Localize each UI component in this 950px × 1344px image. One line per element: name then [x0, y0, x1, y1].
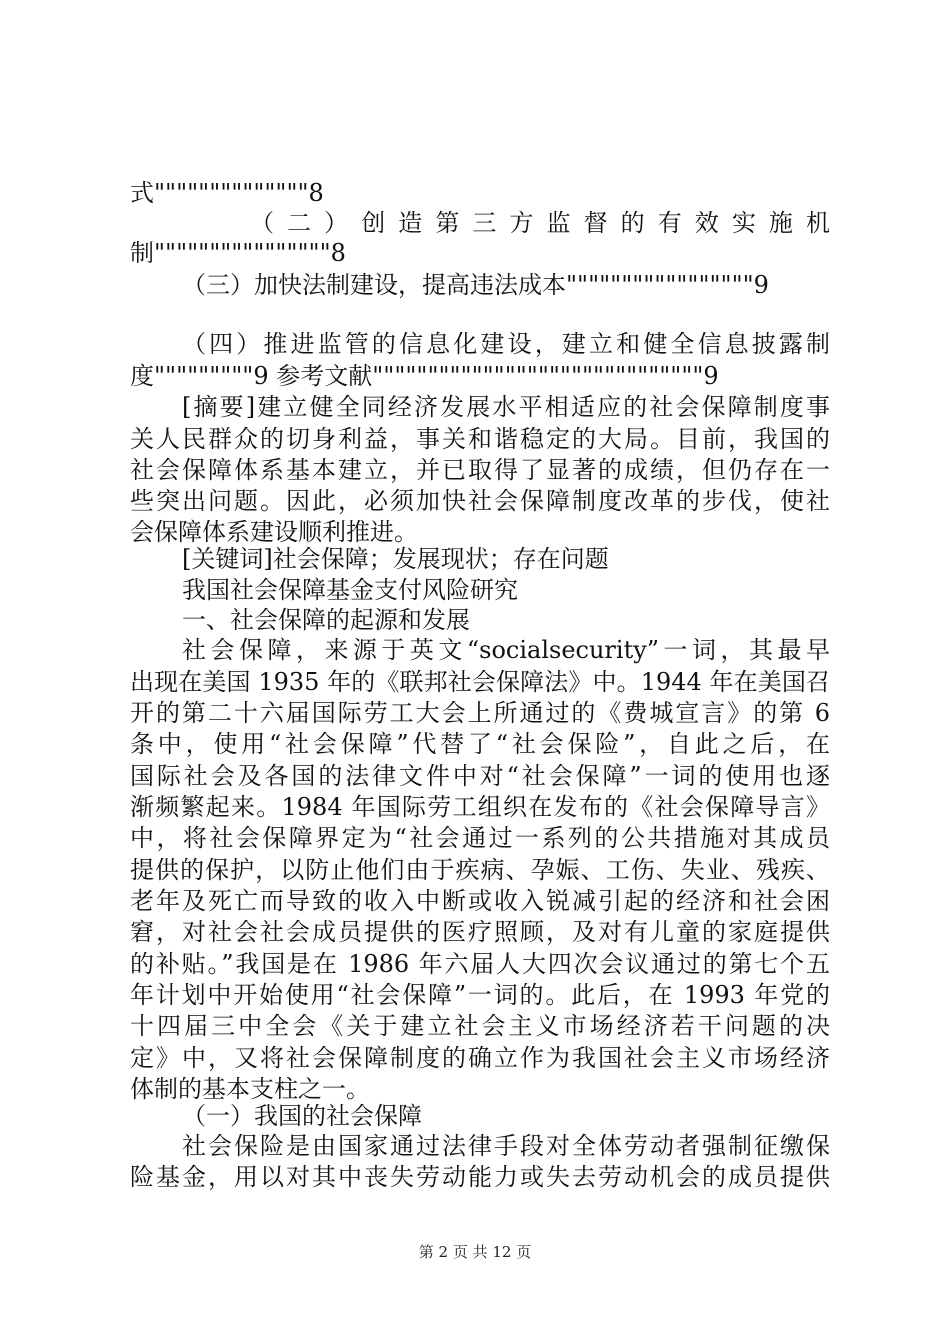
body-line-1: 社会保障，来源于英文“socialsecurity”一词，其最早 — [182, 636, 830, 664]
body-line-3: 开的第二十六届国际劳工大会上所通过的《费城宣言》的第 6 — [130, 699, 830, 727]
toc-line-5: （四）推进监管的信息化建设，建立和健全信息披露制 — [182, 330, 830, 358]
body-line-7: 中，将社会保障界定为“社会通过一系列的公共措施对其成员 — [130, 824, 830, 852]
body-line-17: 险基金，用以对其中丧失劳动能力或失去劳动机会的成员提供 — [130, 1163, 830, 1191]
toc-line-3: 制""""""""""""""""8 — [130, 239, 346, 267]
body-line-10: 窘，对社会社会成员提供的医疗照顾，及对有儿童的家庭提供 — [130, 918, 830, 946]
body-line-5: 国际社会及各国的法律文件中对“社会保障”一词的使用也逐 — [130, 762, 830, 790]
toc-line-6: 度"""""""""9 参考文献""""""""""""""""""""""""""""""9 — [130, 362, 719, 390]
body-line-16: 社会保险是由国家通过法律手段对全体劳动者强制征缴保 — [182, 1132, 830, 1160]
section-heading-1: 一、社会保障的起源和发展 — [182, 606, 470, 634]
body-line-4: 条中，使用“社会保障”代替了“社会保险”，自此之后，在 — [130, 730, 830, 758]
body-line-9: 老年及死亡而导致的收入中断或收入锐减引起的经济和社会困 — [130, 887, 830, 915]
paper-title: 我国社会保障基金支付风险研究 — [182, 576, 518, 604]
subsection-heading-1: （一）我国的社会保障 — [182, 1102, 422, 1130]
toc-line-2: （二）创造第三方监督的有效实施机 — [250, 209, 830, 237]
abstract-line-2: 关人民群众的切身利益，事关和谐稳定的大局。目前，我国的 — [130, 425, 830, 453]
body-line-12: 年计划中开始使用“社会保障”一词的。此后，在 1993 年党的 — [130, 981, 830, 1009]
page-footer: 第 2 页 共 12 页 — [418, 1243, 532, 1261]
body-line-13: 十四届三中全会《关于建立社会主义市场经济若干问题的决 — [130, 1012, 830, 1040]
abstract-line-3: 社会保障体系基本建立，并已取得了显著的成绩，但仍存在一 — [130, 456, 830, 484]
keywords-line: [关键词]社会保障；发展现状；存在问题 — [182, 545, 609, 573]
abstract-line-4: 些突出问题。因此，必须加快社会保障制度改革的步伐，使社 — [130, 487, 830, 515]
toc-line-1: 式""""""""""""""8 — [130, 179, 324, 207]
body-line-2: 出现在美国 1935 年的《联邦社会保障法》中。1944 年在美国召 — [130, 668, 830, 696]
body-line-6: 渐频繁起来。1984 年国际劳工组织在发布的《社会保障导言》 — [130, 793, 830, 821]
abstract-line-5: 会保障体系建设顺利推进。 — [130, 518, 418, 546]
body-line-11: 的补贴。”我国是在 1986 年六届人大四次会议通过的第七个五 — [130, 950, 830, 978]
body-line-14: 定》中，又将社会保障制度的确立作为我国社会主义市场经济 — [130, 1044, 830, 1072]
toc-line-4: （三）加快法制建设，提高违法成本"""""""""""""""""9 — [182, 271, 769, 299]
body-line-15: 体制的基本支柱之一。 — [130, 1075, 370, 1103]
abstract-line-1: [摘要]建立健全同经济发展水平相适应的社会保障制度事 — [182, 393, 830, 421]
body-line-8: 提供的保护，以防止他们由于疾病、孕娠、工伤、失业、残疾、 — [130, 856, 830, 884]
